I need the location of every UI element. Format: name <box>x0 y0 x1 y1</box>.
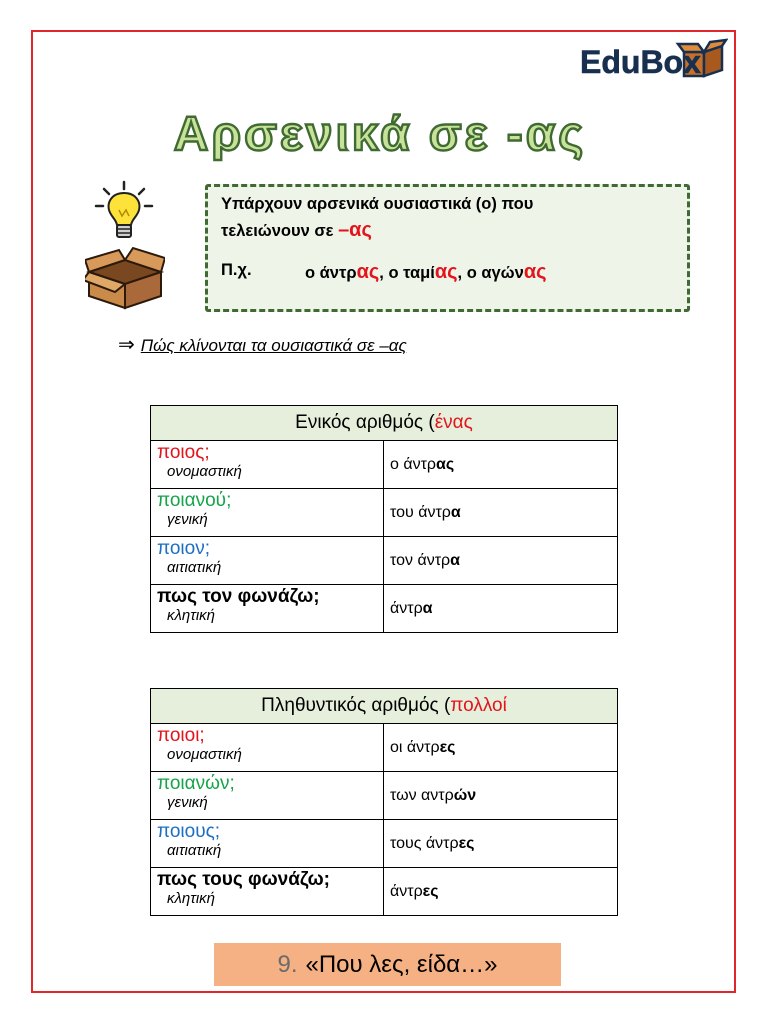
question-cell <box>151 537 384 585</box>
answer-stem: άντρ <box>390 882 423 900</box>
info-ending: –ας <box>338 219 372 241</box>
question-word: ποιους; <box>157 821 221 842</box>
answer-cell <box>384 868 618 916</box>
example-sep: , <box>379 264 389 282</box>
plural-header <box>151 689 618 724</box>
table-row <box>151 537 618 585</box>
question-cell <box>151 820 384 868</box>
example-stem: ο αγών <box>466 264 524 282</box>
table-row <box>151 772 618 820</box>
table-header-row <box>151 406 618 441</box>
answer-ending: ών <box>453 786 477 804</box>
question-cell <box>151 724 384 772</box>
question-cell <box>151 868 384 916</box>
question-word: ποιον; <box>157 538 210 559</box>
answer-ending: ες <box>458 834 475 852</box>
case-label: ονομαστική <box>167 746 242 763</box>
answer-cell <box>384 724 618 772</box>
plural-table <box>150 688 618 916</box>
info-box <box>205 184 690 312</box>
table-row <box>151 585 618 633</box>
answer-stem: τους άντρ <box>390 834 459 852</box>
answer-stem: οι άντρ <box>390 738 440 756</box>
edubox-logo <box>578 36 728 82</box>
table-row <box>151 868 618 916</box>
question-word: ποιος; <box>157 442 210 463</box>
singular-table <box>150 405 618 633</box>
question-word: ποιανών; <box>157 773 235 794</box>
table-row <box>151 441 618 489</box>
example-list <box>305 261 547 284</box>
how-text: Πώς κλίνονται τα ουσιαστικά σε –ας <box>140 336 407 355</box>
table-header-row <box>151 689 618 724</box>
answer-ending: α <box>450 551 460 569</box>
footer-banner <box>214 943 561 986</box>
case-label: κλητική <box>167 890 215 907</box>
example-stem: ο άντρ <box>305 264 357 282</box>
info-line-2-text: τελειώνουν σε <box>221 222 334 240</box>
answer-ending: α <box>450 503 461 521</box>
header-accent: πολλοί <box>450 695 507 716</box>
singular-header <box>151 406 618 441</box>
page-title <box>120 104 640 166</box>
logo-text: EduBox <box>580 44 701 80</box>
answer-ending: ες <box>439 738 456 756</box>
info-line-2 <box>221 219 372 242</box>
answer-ending: ας <box>436 455 455 473</box>
table-row <box>151 489 618 537</box>
question-word: πως τους φωνάζω; <box>157 869 330 890</box>
example-ending: ας <box>356 261 380 283</box>
example-sep: , <box>457 264 467 282</box>
how-heading <box>118 332 407 357</box>
table-row <box>151 724 618 772</box>
answer-cell <box>384 585 618 633</box>
answer-cell <box>384 537 618 585</box>
question-word: ποιανού; <box>157 490 232 511</box>
case-label: γενική <box>167 511 208 528</box>
case-label: κλητική <box>167 607 215 624</box>
answer-cell <box>384 820 618 868</box>
question-cell <box>151 772 384 820</box>
case-label: αιτιατική <box>167 559 222 576</box>
question-cell <box>151 585 384 633</box>
lesson-title: «Που λες, είδα…» <box>305 951 498 978</box>
answer-stem: τον άντρ <box>390 551 451 569</box>
header-accent: ένας <box>434 412 473 433</box>
answer-stem: του άντρ <box>390 503 451 521</box>
answer-cell <box>384 489 618 537</box>
answer-cell <box>384 441 618 489</box>
answer-cell <box>384 772 618 820</box>
header-text: Ενικός αριθμός ( <box>295 412 435 433</box>
title-text: Αρσενικά σε -ας <box>173 108 587 161</box>
case-label: ονομαστική <box>167 463 242 480</box>
lesson-number: 9. <box>277 951 298 978</box>
example-stem: ο ταμί <box>388 264 435 282</box>
table-row <box>151 820 618 868</box>
answer-stem: των αντρ <box>390 786 454 804</box>
example-ending: ας <box>523 261 547 283</box>
question-word: ποιοι; <box>157 725 205 746</box>
example-label: Π.χ. <box>221 261 252 279</box>
question-word: πως τον φωνάζω; <box>157 586 320 607</box>
answer-ending: α <box>422 599 433 617</box>
answer-stem: άντρ <box>390 599 423 617</box>
header-text: Πληθυντικός αριθμός ( <box>261 695 451 716</box>
lightbulb-icon <box>92 180 156 242</box>
question-cell <box>151 489 384 537</box>
case-label: γενική <box>167 794 208 811</box>
box-icon <box>85 246 165 310</box>
example-ending: ας <box>434 261 458 283</box>
info-line-1: Υπάρχουν αρσενικά ουσιαστικά (ο) που <box>221 195 534 213</box>
double-arrow-icon: ⇒ <box>118 334 135 356</box>
answer-stem: ο άντρ <box>390 455 437 473</box>
question-cell <box>151 441 384 489</box>
answer-ending: ες <box>422 882 439 900</box>
case-label: αιτιατική <box>167 842 222 859</box>
